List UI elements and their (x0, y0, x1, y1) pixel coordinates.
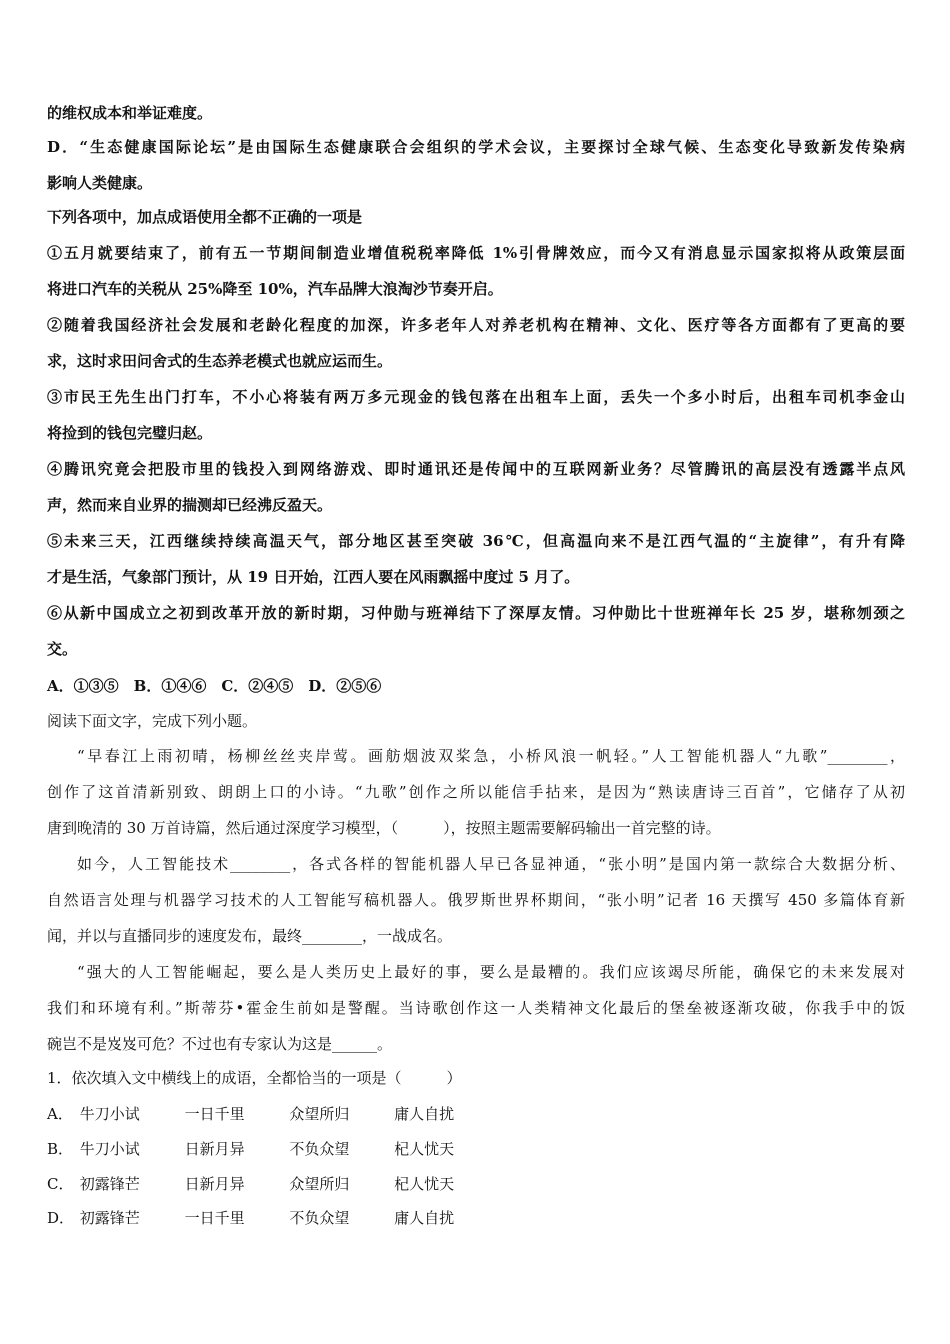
passage-line: 自然语言处理与机器学习技术的人工智能写稿机器人。俄罗斯世界杯期间，“张小明”记者 16 天撰写 450 多篇体育新 (47, 891, 905, 909)
passage-line: 碗岂不是岌岌可危？不过也有专家认为这是______。 (47, 1035, 393, 1053)
option-word: 众望所归 (289, 1105, 350, 1123)
option-word: 杞人忧天 (394, 1140, 455, 1158)
option-row-c (47, 1174, 494, 1194)
option-word: 不负众望 (289, 1140, 350, 1158)
option-word: 庸人自扰 (394, 1105, 455, 1123)
passage-line: “早春江上雨初晴，杨柳丝丝夹岸莺。画舫烟波双桨急，小桥风浪一帆轻。”人工智能机器人“九歌”________， (77, 747, 905, 765)
option-word: 牛刀小试 (79, 1105, 140, 1123)
option-d-line: 影响人类健康。 (47, 174, 153, 192)
option-label: C． (47, 1175, 74, 1193)
question-item: 求，这时求田问舍式的生态养老模式也就应运而生。 (47, 352, 393, 370)
option-row-d (47, 1208, 494, 1228)
option-word: 一日千里 (184, 1105, 245, 1123)
question-item: ①五月就要结束了，前有五一节期间制造业增值税税率降低 1%引骨牌效应，而今又有消息显示国家拟将从政策层面 (47, 244, 905, 262)
question-item: ⑤未来三天，江西继续持续高温天气，部分地区甚至突破 36℃，但高温向来不是江西气温的“主旋律”，有升有降 (47, 532, 905, 550)
option-word: 初露锋芒 (79, 1209, 140, 1227)
option-d-line: D．“生态健康国际论坛”是由国际生态健康联合会组织的学术会议，主要探讨全球气候、生态变化导致新发传染病 (47, 138, 905, 156)
question-1-stem: 1．依次填入文中横线上的成语，全都恰当的一项是（ ） (47, 1069, 462, 1087)
passage-line: 如今，人工智能技术________，各式各样的智能机器人早已各显神通，“张小明”是国内第一款综合大数据分析、 (77, 855, 905, 873)
question-item: ⑥从新中国成立之初到改革开放的新时期，习仲勋与班禅结下了深厚友情。习仲勋比十世班禅年长 25 岁，堪称刎颈之 (47, 604, 905, 622)
option-label: B． (47, 1140, 74, 1158)
question-stem: 下列各项中，加点成语使用全都不正确的一项是 (47, 208, 363, 226)
option-word: 不负众望 (289, 1209, 350, 1227)
option-word: 一日千里 (184, 1209, 245, 1227)
question-item: 才是生活，气象部门预计，从 19 日开始，江西人要在风雨飘摇中度过 5 月了。 (47, 568, 580, 586)
question-item: 声，然而来自业界的揣测却已经沸反盈天。 (47, 496, 333, 514)
question-item: 将进口汽车的关税从 25%降至 10%，汽车品牌大浪淘沙节奏开启。 (47, 280, 503, 298)
question-item: 交。 (47, 640, 78, 658)
passage-line: 我们和环境有利。”斯蒂芬•霍金生前如是警醒。当诗歌创作这一人类精神文化最后的堡垒被逐渐攻破，你我手中的饭 (47, 999, 905, 1017)
question-item: ②随着我国经济社会发展和老龄化程度的加深，许多老年人对养老机构在精神、文化、医疗等各方面都有了更高的要 (47, 316, 905, 334)
option-word: 日新月异 (184, 1140, 245, 1158)
option-label: A． (47, 1105, 73, 1123)
passage-line: 唐到晚清的 30 万首诗篇，然后通过深度学习模型，（ ），按照主题需要解码输出一首完整的诗。 (47, 819, 721, 837)
question-item: ③市民王先生出门打车，不小心将装有两万多元现金的钱包落在出租车上面，丢失一个多小时后，出租车司机李金山 (47, 388, 905, 406)
passage-line: 创作了这首清新别致、朗朗上口的小诗。“九歌”创作之所以能信手拈来，是因为“熟读唐诗三百首”，它储存了从初 (47, 783, 905, 801)
option-row-a (47, 1104, 494, 1124)
option-word: 庸人自扰 (394, 1209, 455, 1227)
question-item: 将捡到的钱包完璧归赵。 (47, 424, 213, 442)
option-word: 杞人忧天 (394, 1175, 455, 1193)
passage-line: 闻，并以与直播同步的速度发布，最终________，一战成名。 (47, 927, 453, 945)
option-word: 日新月异 (184, 1175, 245, 1193)
answer-options: A．①③⑤ B．①④⑥ C．②④⑤ D．②⑤⑥ (47, 677, 382, 695)
option-word: 牛刀小试 (79, 1140, 140, 1158)
passage-line: “强大的人工智能崛起，要么是人类历史上最好的事，要么是最糟的。我们应该竭尽所能，确保它的未来发展对 (77, 963, 905, 981)
option-word: 初露锋芒 (79, 1175, 140, 1193)
option-row-b (47, 1139, 494, 1159)
question-item: ④腾讯究竟会把股市里的钱投入到网络游戏、即时通讯还是传闻中的互联网新业务？尽管腾讯的高层没有透露半点风 (47, 460, 905, 478)
option-word: 众望所归 (289, 1175, 350, 1193)
reading-intro: 阅读下面文字，完成下列小题。 (47, 712, 258, 730)
option-label: D． (47, 1209, 75, 1227)
text-line: 的维权成本和举证难度。 (47, 104, 213, 122)
